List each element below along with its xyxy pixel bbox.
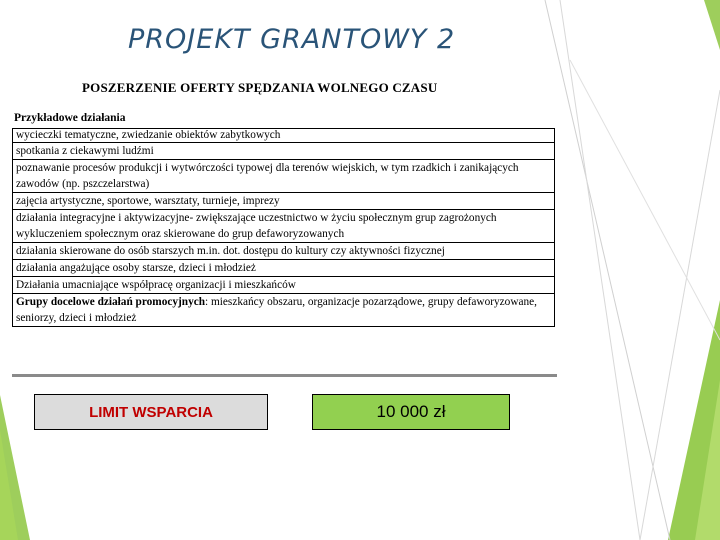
table-row <box>13 277 555 294</box>
deco-line <box>545 0 670 540</box>
table-cell: wycieczki tematyczne, zwiedzanie obiektów zabytkowych <box>13 129 555 143</box>
table-row <box>13 243 555 260</box>
slide-title: PROJEKT GRANTOWY 2 <box>128 24 456 55</box>
document-heading: POSZERZENIE OFERTY SPĘDZANIA WOLNEGO CZASU <box>82 80 438 95</box>
limit-amount: 10 000 zł <box>376 402 446 421</box>
table-row <box>13 294 555 327</box>
target-groups-lead: Grupy docelowe działań promocyjnych <box>16 296 206 308</box>
table-row <box>13 129 555 143</box>
table-row <box>13 193 555 210</box>
table-cell: działania angażujące osoby starsze, dzieci i młodzież <box>13 260 555 277</box>
table-row <box>13 210 555 243</box>
table-cell: zajęcia artystyczne, sportowe, warsztaty, turnieje, imprezy <box>13 193 555 210</box>
table-row <box>13 143 555 160</box>
table-cell: działania integracyjne i aktywizacyjne- zwiększające uczestnictwo w życiu społecznym grup zagrożonych wykluczeniem społecznym oraz skierowane do grup defaworyzowanych <box>13 210 555 243</box>
limit-label-box <box>34 394 268 430</box>
activities-table <box>12 128 555 327</box>
deco-line <box>560 0 640 540</box>
table-cell: Działania umacniające współpracę organizacji i mieszkańców <box>13 277 555 294</box>
target-groups-text: : mieszkańcy obszaru, organizacje pozarządowe, grupy defaworyzowane, seniorzy, dzieci i młodzież <box>16 296 537 324</box>
table-row <box>13 260 555 277</box>
limit-label: LIMIT WSPARCIA <box>89 403 213 421</box>
right-green-sliver <box>704 0 720 50</box>
table-cell <box>13 294 555 327</box>
limit-amount-box <box>312 394 510 430</box>
table-cell: poznawanie procesów produkcji i wytwórczości typowej dla terenów wiejskich, w tym rzadkich i zanikających zawodów (np. pszczelarstwa) <box>13 160 555 193</box>
table-cell: działania skierowane do osób starszych m.in. dot. dostępu do kultury czy aktywności fizycznej <box>13 243 555 260</box>
section-label: Przykładowe działania <box>14 112 126 124</box>
table-cell: spotkania z ciekawymi ludźmi <box>13 143 555 160</box>
deco-line <box>570 60 720 340</box>
table-row <box>13 160 555 193</box>
